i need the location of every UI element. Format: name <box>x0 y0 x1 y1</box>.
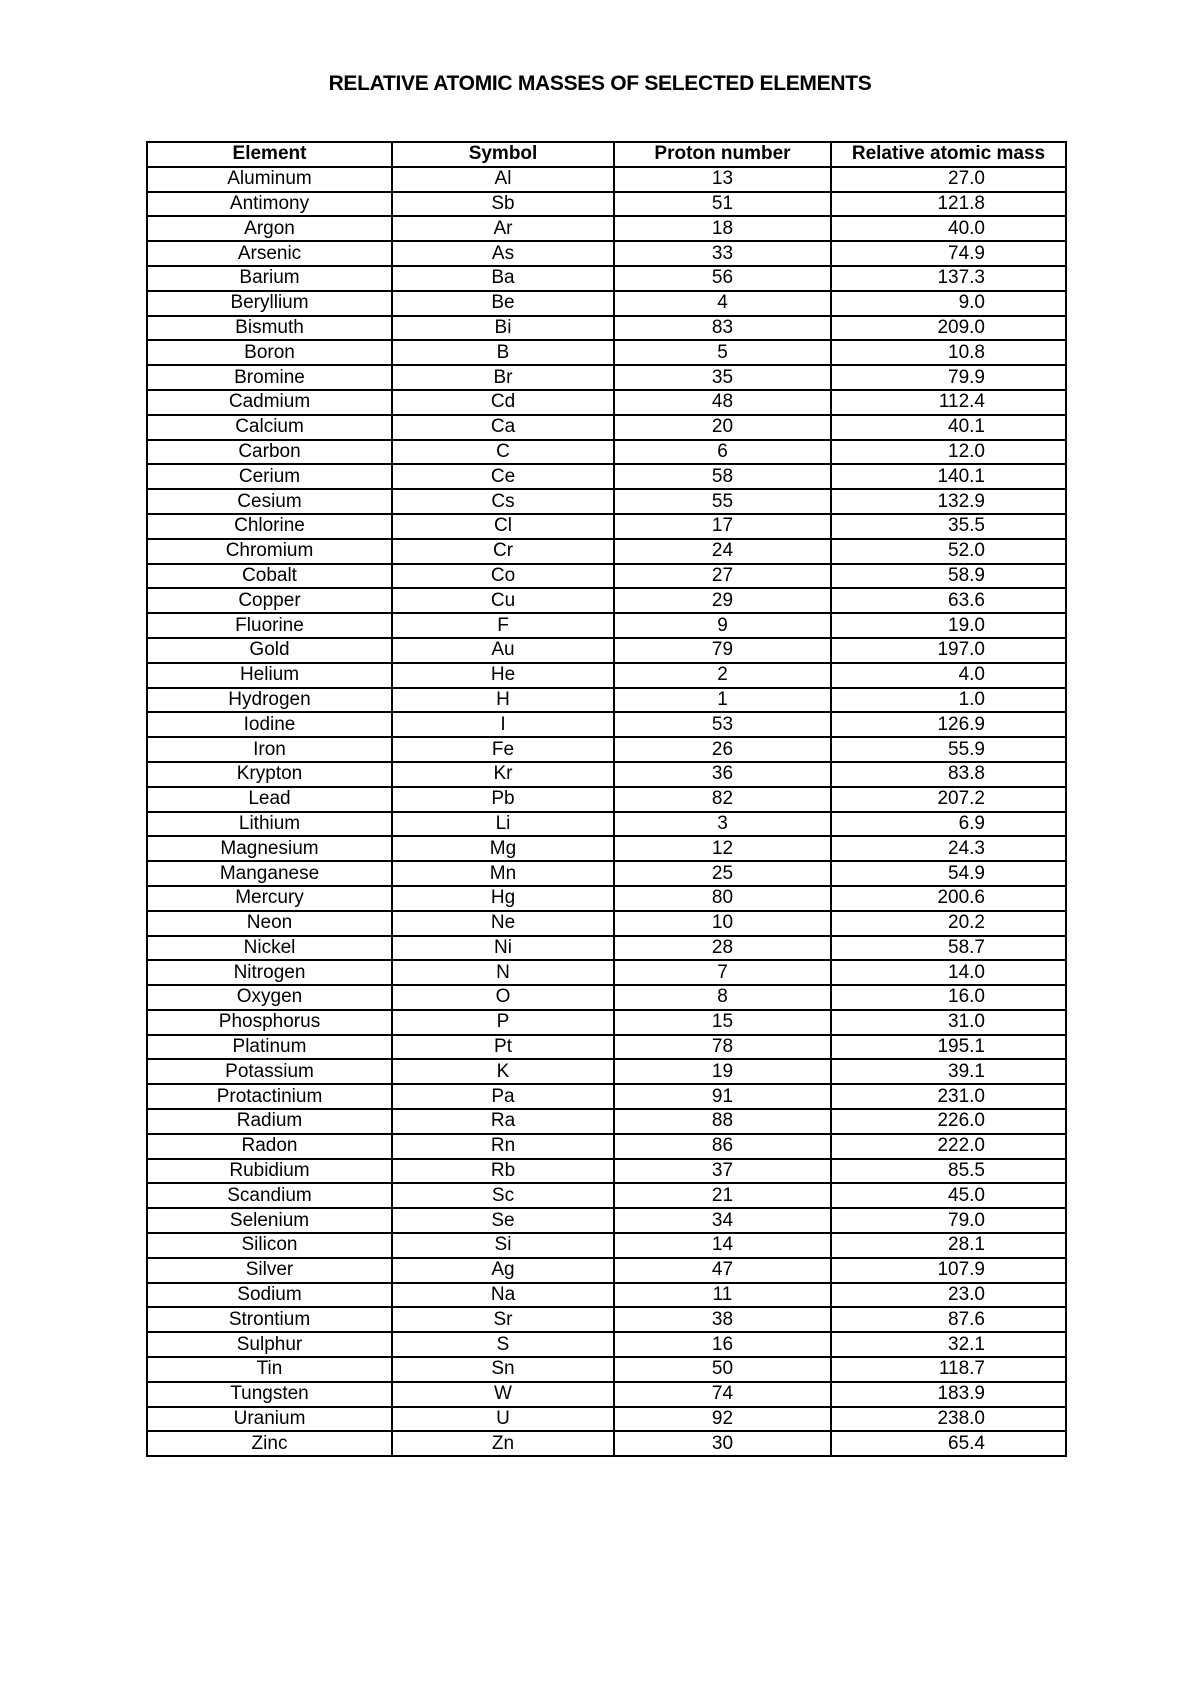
symbol-cell: Co <box>392 564 614 589</box>
table-row <box>147 613 1066 638</box>
proton-number-cell: 82 <box>614 787 831 812</box>
table-row <box>147 886 1066 911</box>
proton-number-cell: 12 <box>614 836 831 861</box>
element-cell: Bismuth <box>147 316 392 341</box>
relative-atomic-mass-cell: 197.0 <box>831 638 1066 663</box>
relative-atomic-mass-cell: 40.0 <box>831 216 1066 241</box>
element-cell: Argon <box>147 216 392 241</box>
relative-atomic-mass-cell: 39.1 <box>831 1059 1066 1084</box>
relative-atomic-mass-cell: 63.6 <box>831 588 1066 613</box>
proton-number-cell: 7 <box>614 960 831 985</box>
symbol-cell: Hg <box>392 886 614 911</box>
table-row <box>147 936 1066 961</box>
proton-number-cell: 86 <box>614 1134 831 1159</box>
element-cell: Cobalt <box>147 564 392 589</box>
page-title: RELATIVE ATOMIC MASSES OF SELECTED ELEMENTS <box>328 72 872 95</box>
element-cell: Calcium <box>147 415 392 440</box>
symbol-cell: Ar <box>392 216 614 241</box>
element-cell: Bromine <box>147 365 392 390</box>
relative-atomic-mass-cell: 132.9 <box>831 489 1066 514</box>
element-cell: Oxygen <box>147 985 392 1010</box>
symbol-cell: Ra <box>392 1109 614 1134</box>
element-cell: Radium <box>147 1109 392 1134</box>
proton-number-cell: 74 <box>614 1382 831 1407</box>
table-body <box>147 167 1066 1456</box>
table-row <box>147 1307 1066 1332</box>
element-cell: Iodine <box>147 712 392 737</box>
table-row <box>147 985 1066 1010</box>
table-row <box>147 688 1066 713</box>
element-cell: Protactinium <box>147 1084 392 1109</box>
table-row <box>147 638 1066 663</box>
relative-atomic-mass-cell: 200.6 <box>831 886 1066 911</box>
element-cell: Mercury <box>147 886 392 911</box>
relative-atomic-mass-cell: 35.5 <box>831 514 1066 539</box>
relative-atomic-mass-cell: 74.9 <box>831 241 1066 266</box>
symbol-cell: Si <box>392 1233 614 1258</box>
element-cell: Beryllium <box>147 291 392 316</box>
element-cell: Cadmium <box>147 390 392 415</box>
relative-atomic-mass-cell: 19.0 <box>831 613 1066 638</box>
relative-atomic-mass-cell: 140.1 <box>831 464 1066 489</box>
element-cell: Gold <box>147 638 392 663</box>
proton-number-cell: 35 <box>614 365 831 390</box>
symbol-cell: Zn <box>392 1431 614 1456</box>
proton-number-cell: 50 <box>614 1357 831 1382</box>
symbol-cell: Pa <box>392 1084 614 1109</box>
symbol-cell: Cu <box>392 588 614 613</box>
proton-number-cell: 10 <box>614 911 831 936</box>
proton-number-cell: 17 <box>614 514 831 539</box>
relative-atomic-mass-cell: 12.0 <box>831 440 1066 465</box>
relative-atomic-mass-cell: 54.9 <box>831 861 1066 886</box>
table-row <box>147 1183 1066 1208</box>
table-row <box>147 216 1066 241</box>
elements-table <box>146 141 1067 1457</box>
table-row <box>147 390 1066 415</box>
element-cell: Chlorine <box>147 514 392 539</box>
table-row <box>147 812 1066 837</box>
symbol-cell: F <box>392 613 614 638</box>
symbol-cell: Bi <box>392 316 614 341</box>
proton-number-cell: 83 <box>614 316 831 341</box>
table-row <box>147 712 1066 737</box>
relative-atomic-mass-cell: 112.4 <box>831 390 1066 415</box>
relative-atomic-mass-cell: 45.0 <box>831 1183 1066 1208</box>
header-proton-number: Proton number <box>614 142 831 167</box>
symbol-cell: Br <box>392 365 614 390</box>
table-row <box>147 167 1066 192</box>
relative-atomic-mass-cell: 10.8 <box>831 340 1066 365</box>
table-row <box>147 266 1066 291</box>
symbol-cell: Pt <box>392 1035 614 1060</box>
symbol-cell: B <box>392 340 614 365</box>
proton-number-cell: 11 <box>614 1283 831 1308</box>
relative-atomic-mass-cell: 23.0 <box>831 1283 1066 1308</box>
symbol-cell: He <box>392 663 614 688</box>
proton-number-cell: 13 <box>614 167 831 192</box>
table-row <box>147 1357 1066 1382</box>
element-cell: Cerium <box>147 464 392 489</box>
element-cell: Neon <box>147 911 392 936</box>
symbol-cell: Ce <box>392 464 614 489</box>
proton-number-cell: 5 <box>614 340 831 365</box>
relative-atomic-mass-cell: 209.0 <box>831 316 1066 341</box>
header-symbol: Symbol <box>392 142 614 167</box>
table-row <box>147 1035 1066 1060</box>
element-cell: Sulphur <box>147 1332 392 1357</box>
element-cell: Arsenic <box>147 241 392 266</box>
relative-atomic-mass-cell: 207.2 <box>831 787 1066 812</box>
table-row <box>147 1208 1066 1233</box>
symbol-cell: Ca <box>392 415 614 440</box>
relative-atomic-mass-cell: 28.1 <box>831 1233 1066 1258</box>
symbol-cell: Cs <box>392 489 614 514</box>
symbol-cell: Cl <box>392 514 614 539</box>
symbol-cell: Ba <box>392 266 614 291</box>
symbol-cell: W <box>392 1382 614 1407</box>
table-row <box>147 663 1066 688</box>
header-relative-atomic-mass: Relative atomic mass <box>831 142 1066 167</box>
proton-number-cell: 38 <box>614 1307 831 1332</box>
element-cell: Lithium <box>147 812 392 837</box>
relative-atomic-mass-cell: 222.0 <box>831 1134 1066 1159</box>
proton-number-cell: 56 <box>614 266 831 291</box>
element-cell: Rubidium <box>147 1159 392 1184</box>
relative-atomic-mass-cell: 20.2 <box>831 911 1066 936</box>
relative-atomic-mass-cell: 238.0 <box>831 1407 1066 1432</box>
symbol-cell: K <box>392 1059 614 1084</box>
element-cell: Lead <box>147 787 392 812</box>
element-cell: Sodium <box>147 1283 392 1308</box>
element-cell: Potassium <box>147 1059 392 1084</box>
table-row <box>147 1010 1066 1035</box>
element-cell: Hydrogen <box>147 688 392 713</box>
proton-number-cell: 14 <box>614 1233 831 1258</box>
relative-atomic-mass-cell: 87.6 <box>831 1307 1066 1332</box>
symbol-cell: As <box>392 241 614 266</box>
table-row <box>147 762 1066 787</box>
symbol-cell: Ni <box>392 936 614 961</box>
element-cell: Zinc <box>147 1431 392 1456</box>
proton-number-cell: 24 <box>614 539 831 564</box>
symbol-cell: Cd <box>392 390 614 415</box>
table-row <box>147 514 1066 539</box>
proton-number-cell: 51 <box>614 192 831 217</box>
relative-atomic-mass-cell: 32.1 <box>831 1332 1066 1357</box>
table-row <box>147 911 1066 936</box>
relative-atomic-mass-cell: 231.0 <box>831 1084 1066 1109</box>
relative-atomic-mass-cell: 195.1 <box>831 1035 1066 1060</box>
proton-number-cell: 3 <box>614 812 831 837</box>
table-row <box>147 1159 1066 1184</box>
relative-atomic-mass-cell: 52.0 <box>831 539 1066 564</box>
proton-number-cell: 53 <box>614 712 831 737</box>
element-cell: Magnesium <box>147 836 392 861</box>
table-row <box>147 737 1066 762</box>
proton-number-cell: 15 <box>614 1010 831 1035</box>
symbol-cell: S <box>392 1332 614 1357</box>
proton-number-cell: 1 <box>614 688 831 713</box>
symbol-cell: Sb <box>392 192 614 217</box>
symbol-cell: Mn <box>392 861 614 886</box>
table-row <box>147 340 1066 365</box>
table-row <box>147 415 1066 440</box>
symbol-cell: Sc <box>392 1183 614 1208</box>
table-row <box>147 1258 1066 1283</box>
proton-number-cell: 80 <box>614 886 831 911</box>
table-row <box>147 1332 1066 1357</box>
symbol-cell: Ne <box>392 911 614 936</box>
table-row <box>147 1283 1066 1308</box>
table-row <box>147 365 1066 390</box>
symbol-cell: Sr <box>392 1307 614 1332</box>
relative-atomic-mass-cell: 107.9 <box>831 1258 1066 1283</box>
element-cell: Cesium <box>147 489 392 514</box>
table-row <box>147 291 1066 316</box>
element-cell: Silicon <box>147 1233 392 1258</box>
header-row <box>147 142 1066 167</box>
proton-number-cell: 28 <box>614 936 831 961</box>
proton-number-cell: 88 <box>614 1109 831 1134</box>
table-row <box>147 787 1066 812</box>
relative-atomic-mass-cell: 27.0 <box>831 167 1066 192</box>
table-row <box>147 440 1066 465</box>
symbol-cell: P <box>392 1010 614 1035</box>
proton-number-cell: 2 <box>614 663 831 688</box>
proton-number-cell: 25 <box>614 861 831 886</box>
element-cell: Copper <box>147 588 392 613</box>
relative-atomic-mass-cell: 40.1 <box>831 415 1066 440</box>
relative-atomic-mass-cell: 83.8 <box>831 762 1066 787</box>
proton-number-cell: 55 <box>614 489 831 514</box>
proton-number-cell: 92 <box>614 1407 831 1432</box>
symbol-cell: Se <box>392 1208 614 1233</box>
proton-number-cell: 6 <box>614 440 831 465</box>
proton-number-cell: 33 <box>614 241 831 266</box>
symbol-cell: C <box>392 440 614 465</box>
element-cell: Scandium <box>147 1183 392 1208</box>
symbol-cell: O <box>392 985 614 1010</box>
relative-atomic-mass-cell: 137.3 <box>831 266 1066 291</box>
relative-atomic-mass-cell: 24.3 <box>831 836 1066 861</box>
element-cell: Iron <box>147 737 392 762</box>
symbol-cell: Au <box>392 638 614 663</box>
symbol-cell: Mg <box>392 836 614 861</box>
symbol-cell: H <box>392 688 614 713</box>
table-row <box>147 588 1066 613</box>
relative-atomic-mass-cell: 31.0 <box>831 1010 1066 1035</box>
symbol-cell: Cr <box>392 539 614 564</box>
symbol-cell: I <box>392 712 614 737</box>
proton-number-cell: 27 <box>614 564 831 589</box>
table-row <box>147 1407 1066 1432</box>
relative-atomic-mass-cell: 126.9 <box>831 712 1066 737</box>
relative-atomic-mass-cell: 118.7 <box>831 1357 1066 1382</box>
element-cell: Nickel <box>147 936 392 961</box>
table-row <box>147 1059 1066 1084</box>
proton-number-cell: 30 <box>614 1431 831 1456</box>
proton-number-cell: 34 <box>614 1208 831 1233</box>
proton-number-cell: 37 <box>614 1159 831 1184</box>
table-row <box>147 1233 1066 1258</box>
element-cell: Strontium <box>147 1307 392 1332</box>
symbol-cell: Rn <box>392 1134 614 1159</box>
table-header <box>147 142 1066 167</box>
proton-number-cell: 78 <box>614 1035 831 1060</box>
element-cell: Tungsten <box>147 1382 392 1407</box>
table-row <box>147 1431 1066 1456</box>
element-cell: Manganese <box>147 861 392 886</box>
table-row <box>147 464 1066 489</box>
proton-number-cell: 16 <box>614 1332 831 1357</box>
proton-number-cell: 36 <box>614 762 831 787</box>
relative-atomic-mass-cell: 9.0 <box>831 291 1066 316</box>
table-row <box>147 960 1066 985</box>
element-cell: Platinum <box>147 1035 392 1060</box>
proton-number-cell: 19 <box>614 1059 831 1084</box>
symbol-cell: Fe <box>392 737 614 762</box>
table-row <box>147 1134 1066 1159</box>
element-cell: Krypton <box>147 762 392 787</box>
proton-number-cell: 48 <box>614 390 831 415</box>
proton-number-cell: 26 <box>614 737 831 762</box>
relative-atomic-mass-cell: 65.4 <box>831 1431 1066 1456</box>
relative-atomic-mass-cell: 183.9 <box>831 1382 1066 1407</box>
relative-atomic-mass-cell: 4.0 <box>831 663 1066 688</box>
proton-number-cell: 21 <box>614 1183 831 1208</box>
relative-atomic-mass-cell: 16.0 <box>831 985 1066 1010</box>
symbol-cell: Be <box>392 291 614 316</box>
element-cell: Chromium <box>147 539 392 564</box>
proton-number-cell: 58 <box>614 464 831 489</box>
relative-atomic-mass-cell: 79.0 <box>831 1208 1066 1233</box>
relative-atomic-mass-cell: 55.9 <box>831 737 1066 762</box>
proton-number-cell: 29 <box>614 588 831 613</box>
symbol-cell: N <box>392 960 614 985</box>
relative-atomic-mass-cell: 226.0 <box>831 1109 1066 1134</box>
relative-atomic-mass-cell: 85.5 <box>831 1159 1066 1184</box>
element-cell: Radon <box>147 1134 392 1159</box>
element-cell: Aluminum <box>147 167 392 192</box>
element-cell: Barium <box>147 266 392 291</box>
relative-atomic-mass-cell: 79.9 <box>831 365 1066 390</box>
element-cell: Nitrogen <box>147 960 392 985</box>
proton-number-cell: 91 <box>614 1084 831 1109</box>
proton-number-cell: 79 <box>614 638 831 663</box>
table-row <box>147 1382 1066 1407</box>
proton-number-cell: 20 <box>614 415 831 440</box>
symbol-cell: Na <box>392 1283 614 1308</box>
table-row <box>147 564 1066 589</box>
symbol-cell: Ag <box>392 1258 614 1283</box>
table-row <box>147 836 1066 861</box>
table-row <box>147 241 1066 266</box>
element-cell: Tin <box>147 1357 392 1382</box>
element-cell: Selenium <box>147 1208 392 1233</box>
element-cell: Silver <box>147 1258 392 1283</box>
proton-number-cell: 4 <box>614 291 831 316</box>
symbol-cell: Rb <box>392 1159 614 1184</box>
relative-atomic-mass-cell: 6.9 <box>831 812 1066 837</box>
proton-number-cell: 8 <box>614 985 831 1010</box>
relative-atomic-mass-cell: 58.9 <box>831 564 1066 589</box>
relative-atomic-mass-cell: 14.0 <box>831 960 1066 985</box>
symbol-cell: Kr <box>392 762 614 787</box>
symbol-cell: Li <box>392 812 614 837</box>
table-row <box>147 861 1066 886</box>
element-cell: Carbon <box>147 440 392 465</box>
element-cell: Antimony <box>147 192 392 217</box>
relative-atomic-mass-cell: 1.0 <box>831 688 1066 713</box>
table-row <box>147 192 1066 217</box>
table-row <box>147 539 1066 564</box>
table-row <box>147 1084 1066 1109</box>
header-element: Element <box>147 142 392 167</box>
proton-number-cell: 9 <box>614 613 831 638</box>
element-cell: Boron <box>147 340 392 365</box>
element-cell: Helium <box>147 663 392 688</box>
symbol-cell: Al <box>392 167 614 192</box>
symbol-cell: U <box>392 1407 614 1432</box>
symbol-cell: Sn <box>392 1357 614 1382</box>
element-cell: Phosphorus <box>147 1010 392 1035</box>
relative-atomic-mass-cell: 58.7 <box>831 936 1066 961</box>
table-row <box>147 1109 1066 1134</box>
proton-number-cell: 18 <box>614 216 831 241</box>
table-row <box>147 489 1066 514</box>
element-cell: Uranium <box>147 1407 392 1432</box>
table-row <box>147 316 1066 341</box>
symbol-cell: Pb <box>392 787 614 812</box>
element-cell: Fluorine <box>147 613 392 638</box>
proton-number-cell: 47 <box>614 1258 831 1283</box>
relative-atomic-mass-cell: 121.8 <box>831 192 1066 217</box>
